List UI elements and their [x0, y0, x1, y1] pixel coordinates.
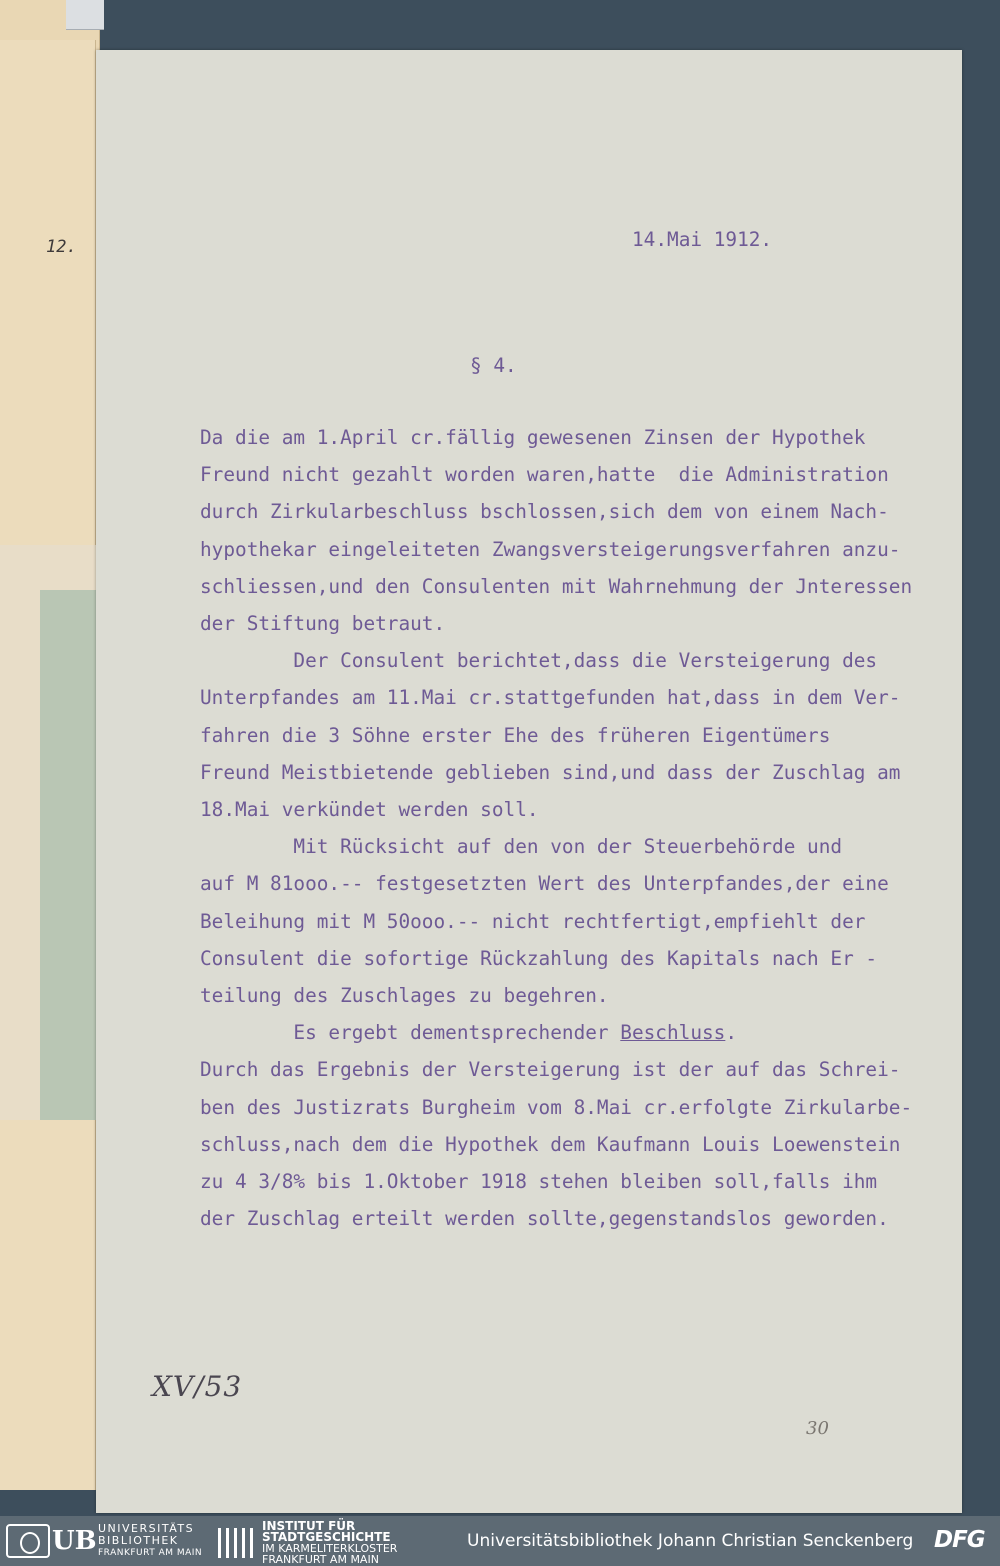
page-number: 30	[806, 1418, 829, 1439]
text-line: Der Consulent berichtet,dass die Versteigerung des	[200, 649, 878, 673]
isg-line-3: IM KARMELITERKLOSTER	[262, 1542, 398, 1555]
dfg-logo: DFG	[934, 1527, 985, 1553]
archive-signature: XV/53	[152, 1370, 243, 1403]
ub-seal-icon	[6, 1524, 50, 1558]
text-line: teilung des Zuschlages zu begehren.	[200, 984, 609, 1007]
document-sheet	[96, 50, 962, 1513]
text-line: Durch das Ergebnis der Versteigerung ist der auf das Schrei-	[200, 1058, 901, 1082]
folder-tab	[66, 0, 104, 30]
text-line: schliessen,und den Consulenten mit Wahrnehmung der Jnteressen	[200, 574, 913, 598]
isg-line-1: INSTITUT FÜR	[262, 1519, 356, 1533]
ub-line-3: FRANKFURT AM MAIN	[98, 1548, 203, 1558]
ub-logo-mark: UB	[52, 1526, 97, 1556]
ub-line-2: BIBLIOTHEK	[98, 1534, 179, 1547]
text-line: schluss,nach dem die Hypothek dem Kaufmann Louis Loewenstein	[200, 1132, 901, 1156]
text-line: Freund nicht gezahlt worden waren,hatte die Administration	[200, 463, 889, 487]
isg-line-2: STADTGESCHICHTE	[262, 1530, 391, 1544]
text-line: ben des Justizrats Burgheim vom 8.Mai cr.erfolgte Zirkularbe-	[200, 1095, 913, 1119]
text-line: hypothekar eingeleiteten Zwangsversteigerungsverfahren anzu-	[200, 537, 901, 561]
footer-bar	[0, 1516, 1000, 1566]
text-line: Beleihung mit M 50ooo.-- nicht rechtfertigt,empfiehlt der	[200, 909, 866, 933]
beschluss-word: Beschluss	[620, 1021, 726, 1045]
isg-line-4: FRANKFURT AM MAIN	[262, 1553, 379, 1566]
folio-number: 12.	[46, 237, 77, 257]
text-line: Da die am 1.April cr.fällig gewesenen Zinsen der Hypothek	[200, 426, 866, 449]
ub-line-1: UNIVERSITÄTS	[98, 1522, 195, 1535]
beschluss-prefix: Es ergebt dementsprechender	[200, 1021, 621, 1045]
isg-columns-icon	[214, 1524, 254, 1558]
text-line: fahren die 3 Söhne erster Ehe des früheren Eigentümers	[200, 723, 831, 747]
library-name: Universitätsbibliothek Johann Christian Senckenberg	[467, 1531, 914, 1551]
beschluss-line	[200, 1021, 737, 1044]
underlying-note-green	[40, 590, 96, 1120]
letter-date: 14.Mai 1912.	[632, 228, 773, 251]
text-line: der Stiftung betraut.	[200, 612, 446, 635]
text-line: Consulent die sofortige Rückzahlung des Kapitals nach Er -	[200, 946, 878, 970]
isg-logo-text	[262, 1521, 397, 1565]
ub-logo-text	[98, 1523, 202, 1559]
text-line: 18.Mai verkündet werden soll.	[200, 798, 539, 821]
text-line: der Zuschlag erteilt werden sollte,gegenstandslos geworden.	[200, 1207, 889, 1231]
text-line: Mit Rücksicht auf den von der Steuerbehörde und	[200, 835, 843, 859]
beschluss-suffix: .	[725, 1021, 738, 1045]
section-heading: § 4.	[470, 354, 517, 377]
text-line: auf M 81ooo.-- festgesetzten Wert des Unterpfandes,der eine	[200, 872, 889, 896]
text-line: Unterpfandes am 11.Mai cr.stattgefunden hat,dass in dem Ver-	[200, 686, 901, 710]
text-line: durch Zirkularbeschluss bschlossen,sich dem von einem Nach-	[200, 500, 889, 524]
text-line: zu 4 3/8% bis 1.Oktober 1918 stehen bleiben soll,falls ihm	[200, 1170, 878, 1193]
text-line: Freund Meistbietende geblieben sind,und dass der Zuschlag am	[200, 760, 901, 784]
